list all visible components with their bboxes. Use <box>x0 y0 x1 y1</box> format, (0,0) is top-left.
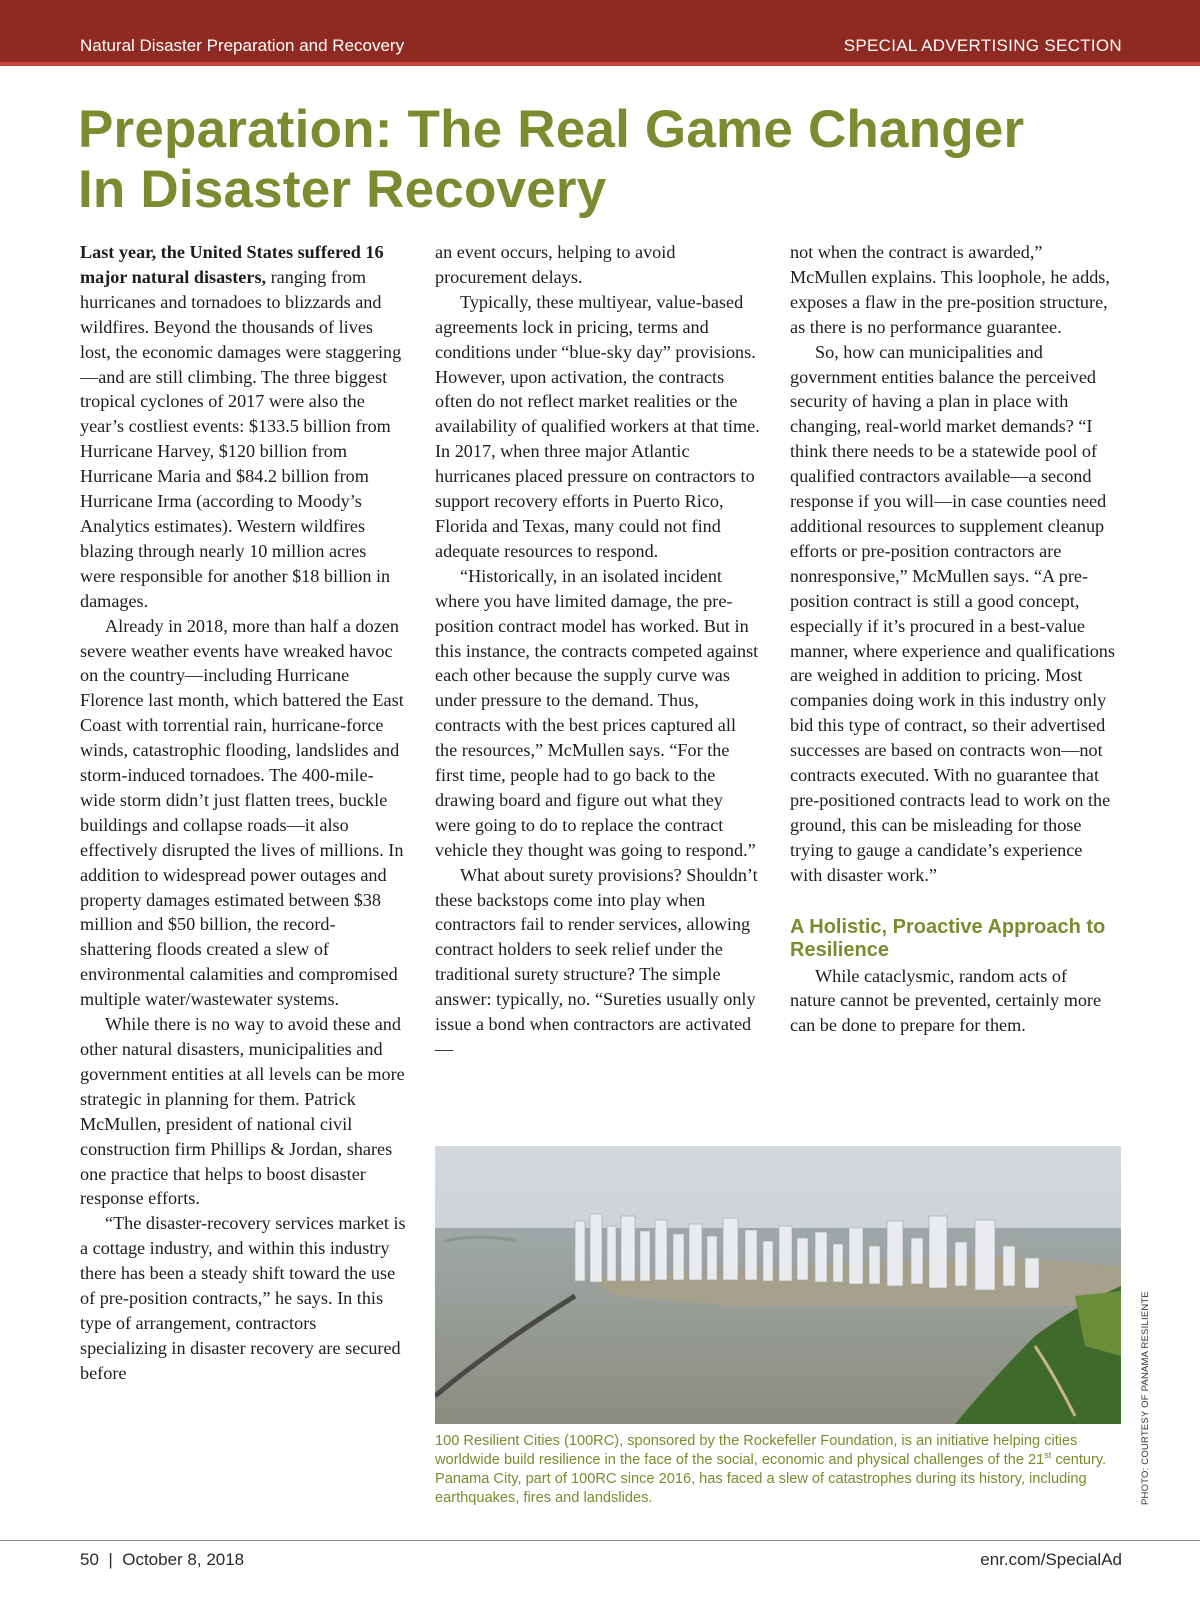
lead-in: Last year, the United States suffered 16 major natural disasters, <box>80 242 384 287</box>
aerial-city-illustration <box>435 1146 1121 1424</box>
photo-credit: PHOTO: COURTESY OF PANAMA RESILIENTE <box>1140 1291 1151 1505</box>
paragraph: While cataclysmic, random acts of nature cannot be prevented, certainly more can be done to prepare for them. <box>790 965 1102 1036</box>
section-title: Natural Disaster Preparation and Recovery <box>80 36 405 55</box>
caption-text: 100 Resilient Cities (100RC), sponsored by the Rockefeller Foundation, is an initiative helping cities worldwide build resilience in the face of the social, economic and physical challenges of the 21 <box>435 1433 1078 1468</box>
article-column-3 <box>790 240 1116 1038</box>
footer-divider <box>0 1540 1200 1541</box>
caption-text: century. Panama City, part of 100RC since 2016, has faced a slew of catastrophes during its history, including earthquakes, fires and landslides. <box>435 1452 1107 1506</box>
header-bar <box>0 0 1200 66</box>
paragraph-text: ranging from hurricanes and tornadoes to blizzards and wildfires. Beyond the thousands of lives lost, the economic damages were staggering—and are still climbing. The three biggest tropical cyclones of 2017 were also the year’s costliest events: $133.5 billion from Hurricane Harvey, $120 billion from Hurricane Maria and $84.2 billion from Hurricane Irma (according to Moody’s Analytics estimates). Western wildfires blazing through nearly 10 million acres were responsible for another $18 billion in damages. <box>80 266 402 611</box>
article-column-1 <box>80 240 406 1386</box>
paragraph: not when the contract is awarded,” McMullen explains. This loophole, he adds, exposes a flaw in the pre-position structure, as there is no performance guarantee. <box>790 242 1110 337</box>
article-column-2 <box>435 240 761 1062</box>
page-title <box>78 100 1138 220</box>
caption-superscript: st <box>1044 1450 1052 1461</box>
headline-line-2: In Disaster Recovery <box>78 160 607 219</box>
paragraph: “Historically, in an isolated incident where you have limited damage, the pre-position contract model has worked. But in this instance, the contracts competed against each other because the supply curve was under pressure to the demand. Thus, contracts with the best prices captured all the resources,” McMullen says. “For the first time, people had to go back to the drawing board and figure out what they were going to do to replace the contract vehicle they thought was going to respond.” <box>435 565 759 860</box>
paragraph: So, how can municipalities and government entities balance the perceived security of having a plan in place with changing, real-world market demands? “I think there needs to be a statewide pool of qualified contractors available—a second response if you will—in case counties need additional resources to supplement cleanup efforts or pre-position contractors are nonresponsive,” McMullen says. “A pre-position contract is still a good concept, especially if it’s procured in a best-value manner, where experience and qualifications are weighed in addition to pricing. Most companies doing work in this industry only bid this type of contract, so their advertised successes are based on contracts won—not contracts executed. With no guarantee that pre-positioned contracts lead to work on the ground, this can be misleading for those trying to gauge a candidate’s experience with disaster work.” <box>790 341 1115 885</box>
photo-caption <box>435 1432 1125 1508</box>
section-subhead: A Holistic, Proactive Approach to Resilience <box>790 915 1106 961</box>
paragraph: While there is no way to avoid these and other natural disasters, municipalities and government entities at all levels can be more strategic in planning for them. Patrick McMullen, president of national civil construction firm Phillips & Jordan, shares one practice that helps to boost disaster response efforts. <box>80 1014 405 1209</box>
advertising-label: SPECIAL ADVERTISING SECTION <box>843 36 1122 55</box>
paragraph: an event occurs, helping to avoid procurement delays. <box>435 242 676 287</box>
footer-url: enr.com/SpecialAd <box>980 1550 1122 1569</box>
page-number-date: 50 | October 8, 2018 <box>80 1550 245 1569</box>
paragraph: Typically, these multiyear, value-based agreements lock in pricing, terms and conditions under “blue-sky day” provisions. However, upon activation, the contracts often do not reflect market realities or the availability of qualified workers at that time. In 2017, when three major Atlantic hurricanes placed pressure on contractors to support recovery efforts in Puerto Rico, Florida and Texas, many could not find adequate resources to respond. <box>435 291 760 561</box>
paragraph: “The disaster-recovery services market is a cottage industry, and within this industry there has been a steady shift toward the use of pre-position contracts,” he says. In this type of arrangement, contractors specializing in disaster recovery are secured before <box>80 1213 406 1383</box>
panama-city-photo <box>435 1146 1121 1424</box>
paragraph <box>80 240 406 614</box>
paragraph: Already in 2018, more than half a dozen severe weather events have wreaked havoc on the country—including Hurricane Florence last month, which battered the East Coast with torrential rain, hurricane-force winds, catastrophic flooding, landslides and storm-induced tornadoes. The 400-mile-wide storm didn’t just flatten trees, buckle buildings and collapse roads—it also effectively disrupted the lives of millions. In addition to widespread power outages and property damages estimated between $38 million and $50 billion, the record-shattering floods created a slew of environmental calamities and compromised multiple water/wastewater systems. <box>80 615 404 1010</box>
paragraph: What about surety provisions? Shouldn’t these backstops come into play when contractors fail to render services, allowing contract holders to seek relief under the traditional surety structure? The simple answer: typically, no. “Sureties usually only issue a bond when contractors are activated— <box>435 864 758 1059</box>
headline-line-1: Preparation: The Real Game Changer <box>78 100 1025 159</box>
